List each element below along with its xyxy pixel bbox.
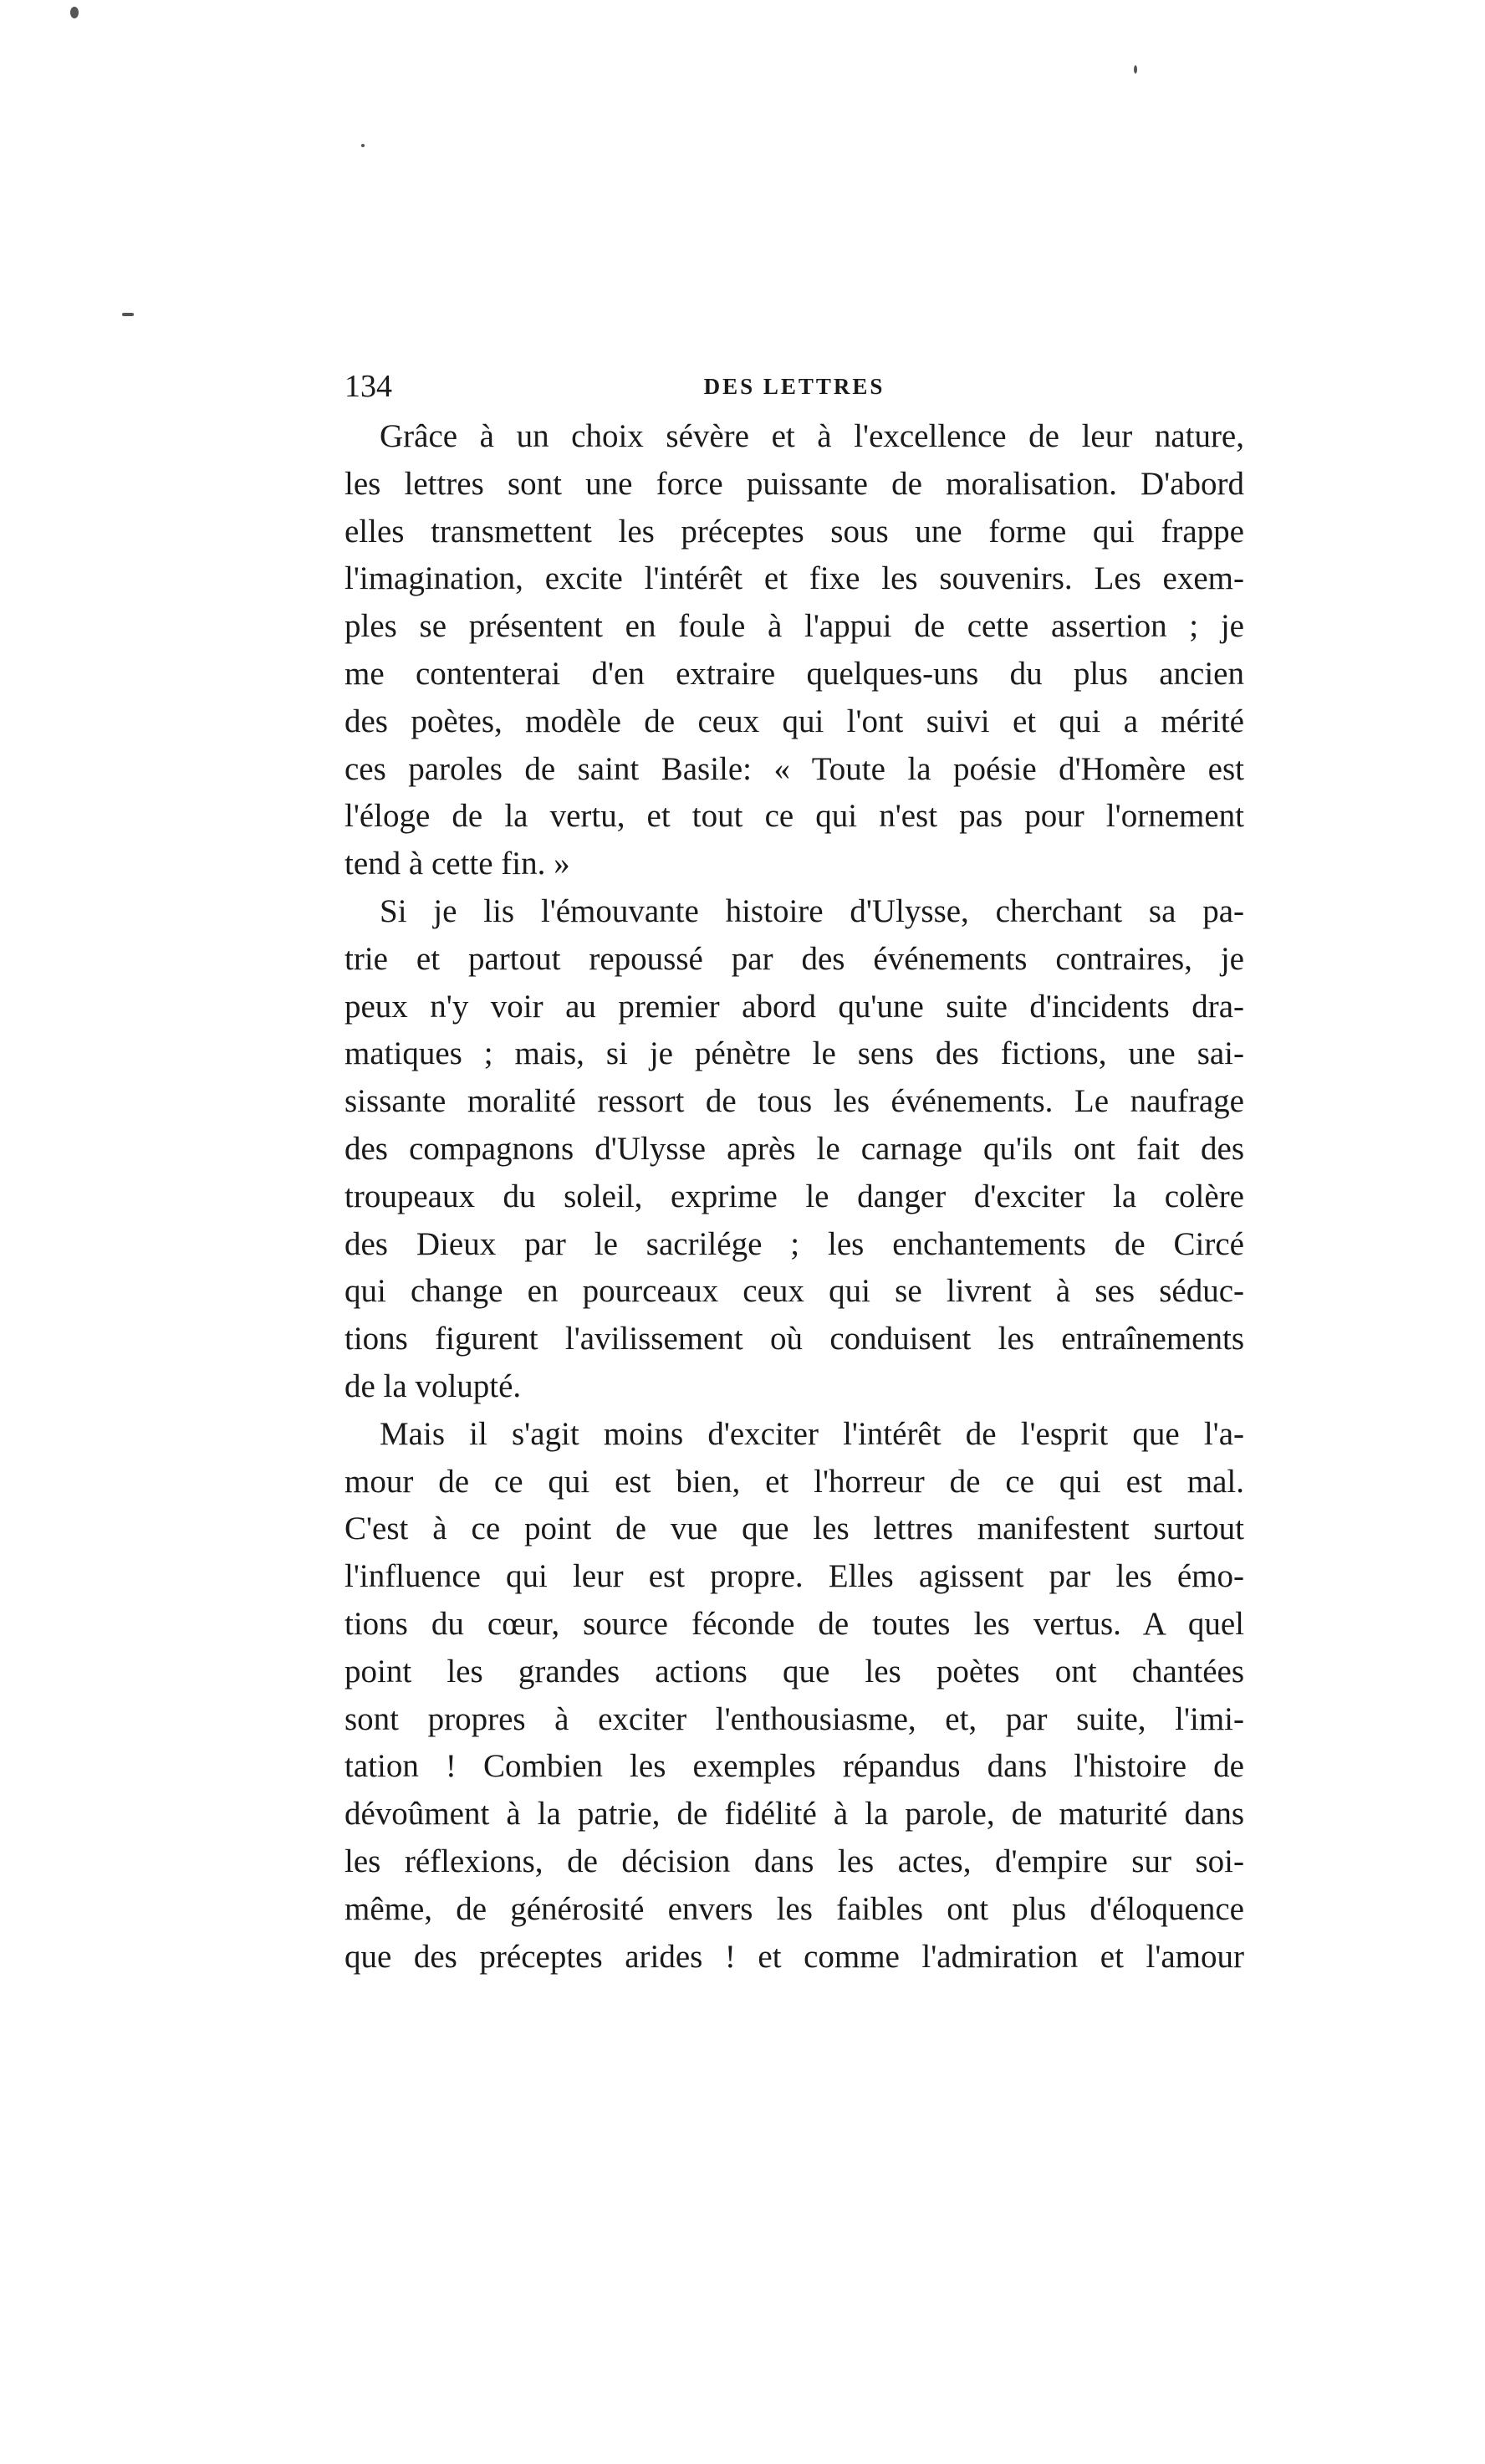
text-line: troupeaux du soleil, exprime le danger d'exciter la colère <box>344 1178 1244 1214</box>
text-line: tation ! Combien les exemples répandus dans l'histoire de <box>344 1748 1244 1785</box>
page-header <box>344 361 1244 412</box>
text-line: des compagnons d'Ulysse après le carnage qu'ils ont fait des <box>344 1130 1244 1167</box>
paragraph-1 <box>344 413 1244 888</box>
text-line: qui change en pourceaux ceux qui se livrent à ses séduc- <box>344 1273 1244 1310</box>
page-number: 134 <box>344 369 392 404</box>
text-line: dévoûment à la patrie, de fidélité à la parole, de maturité dans <box>344 1796 1244 1833</box>
text-line: les réflexions, de décision dans les actes, d'empire sur soi- <box>344 1843 1244 1879</box>
text-line: même, de générosité envers les faibles ont plus d'éloquence <box>344 1890 1244 1927</box>
text-line: Grâce à un choix sévère et à l'excellence de leur nature, <box>380 418 1244 454</box>
body-text <box>344 413 1244 1981</box>
text-line: point les grandes actions que les poètes ont chantées <box>344 1653 1244 1690</box>
ink-speck <box>1134 65 1137 74</box>
text-line: peux n'y voir au premier abord qu'une suite d'incidents dra- <box>344 988 1244 1025</box>
text-line: C'est à ce point de vue que les lettres manifestent surtout <box>344 1511 1244 1547</box>
text-line: que des préceptes arides ! et comme l'admiration et l'amour <box>344 1938 1244 1975</box>
ink-speck <box>122 313 134 316</box>
text-line: matiques ; mais, si je pénètre le sens des fictions, une sai- <box>344 1035 1244 1072</box>
text-line: Mais il s'agit moins d'exciter l'intérêt de l'esprit que l'a- <box>380 1415 1244 1452</box>
text-line: Si je lis l'émouvante histoire d'Ulysse, cherchant sa pa- <box>380 892 1244 929</box>
text-line: tions du cœur, source féconde de toutes les vertus. A quel <box>344 1605 1244 1642</box>
ink-speck <box>70 7 79 18</box>
text-line: sissante moralité ressort de tous les événements. Le naufrage <box>344 1083 1244 1120</box>
text-line: l'imagination, excite l'intérêt et fixe les souvenirs. Les exem- <box>344 560 1244 597</box>
text-line: ces paroles de saint Basile: « Toute la poésie d'Homère est <box>344 750 1244 787</box>
text-line: des Dieux par le sacrilége ; les enchantements de Circé <box>344 1225 1244 1262</box>
text-line: trie et partout repoussé par des événements contraires, je <box>344 940 1244 977</box>
paragraph-3 <box>344 1411 1244 1981</box>
text-line: ples se présentent en foule à l'appui de cette assertion ; je <box>344 608 1244 645</box>
text-line: sont propres à exciter l'enthousiasme, et, par suite, l'imi- <box>344 1700 1244 1737</box>
text-line: l'éloge de la vertu, et tout ce qui n'est pas pour l'ornement <box>344 798 1244 835</box>
text-line: les lettres sont une force puissante de moralisation. D'abord <box>344 465 1244 502</box>
text-line: me contenterai d'en extraire quelques-uns du plus ancien <box>344 655 1244 692</box>
paragraph-2 <box>344 888 1244 1411</box>
text-line: mour de ce qui est bien, et l'horreur de ce qui est mal. <box>344 1463 1244 1500</box>
text-line: tions figurent l'avilissement où conduisent les entraînements <box>344 1321 1244 1357</box>
running-title: DES LETTRES <box>703 374 885 399</box>
text-line: elles transmettent les préceptes sous une forme qui frappe <box>344 513 1244 550</box>
ink-speck <box>361 144 365 147</box>
text-line: des poètes, modèle de ceux qui l'ont suivi et qui a mérité <box>344 703 1244 739</box>
text-line: tend à cette fin. » <box>344 846 570 882</box>
text-line: de la volupté. <box>344 1367 522 1404</box>
text-line: l'influence qui leur est propre. Elles agissent par les émo- <box>344 1558 1244 1595</box>
